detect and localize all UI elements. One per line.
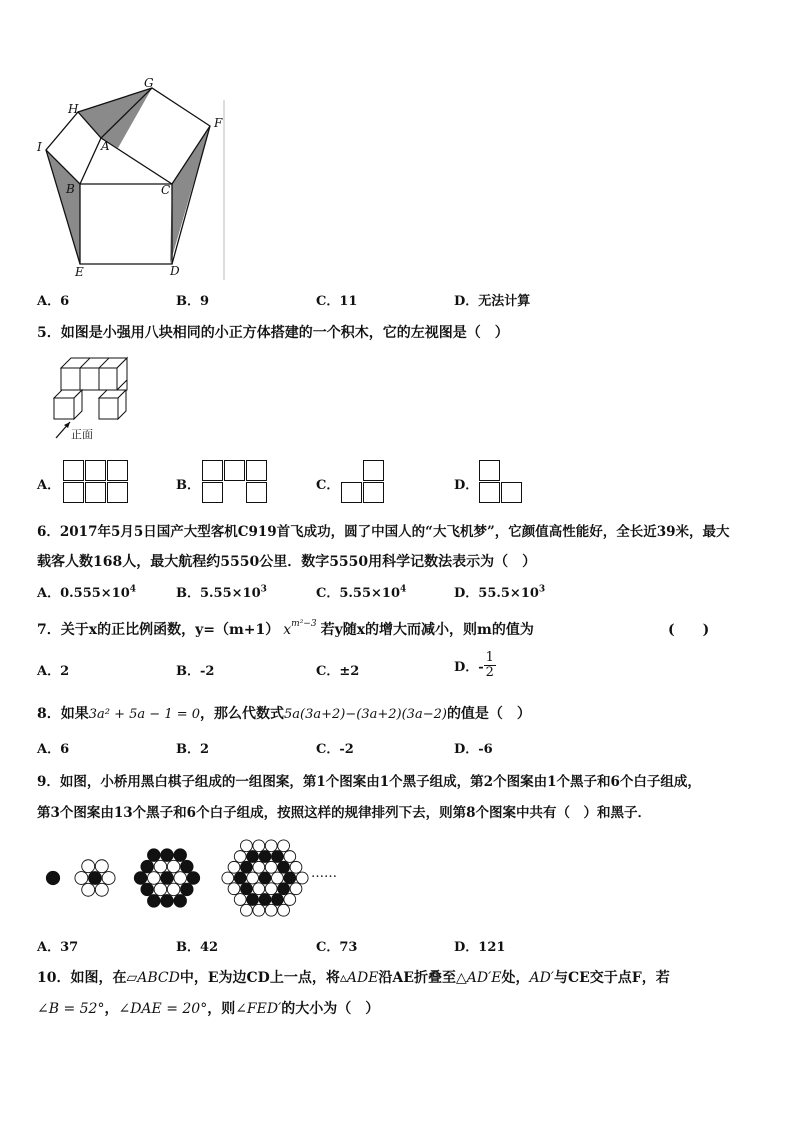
go-stone: [161, 895, 174, 908]
go-stone: [75, 872, 88, 885]
shaded-triangle-top: [78, 88, 152, 148]
go-stone: [234, 851, 246, 863]
go-stone: [95, 883, 108, 896]
q8-option-a[interactable]: A．6: [37, 742, 70, 757]
label-i: I: [37, 140, 42, 154]
label-e: E: [75, 265, 84, 279]
go-stone: [284, 872, 296, 884]
q5-option-a[interactable]: A．: [37, 478, 61, 493]
go-stone: [234, 872, 246, 884]
go-stone: [241, 904, 253, 916]
q5-option-d-view: [479, 460, 523, 504]
go-stone: [265, 904, 277, 916]
go-stone: [278, 861, 290, 873]
q4-option-a[interactable]: A．6: [37, 294, 70, 309]
q5-option-d[interactable]: D．: [454, 478, 479, 493]
q7-stem: 7．关于x的正比例函数，y=（m+1） $x^{m^2-3}$ 若y随x的增大而减小，则m的值为: [37, 619, 534, 638]
go-stone: [167, 860, 180, 873]
go-stone: [284, 894, 296, 906]
go-stone: [253, 883, 265, 895]
q10-stem-line1: 10．如图，在▱ABCD中，E为边CD上一点，将▵ADE沿AE折叠至△AD′E处，AD′与CE交于点F，若: [37, 970, 670, 986]
q6-option-c[interactable]: C．$5.55\times 10^4$: [316, 584, 407, 601]
q9-option-c[interactable]: C．73: [316, 940, 358, 955]
go-stone: [247, 894, 259, 906]
go-stone: [174, 872, 187, 885]
q9-option-a[interactable]: A．37: [37, 940, 79, 955]
q4-option-b[interactable]: B．9: [176, 294, 210, 309]
label-g: G: [144, 76, 154, 90]
go-stone: [265, 883, 277, 895]
go-stone: [141, 883, 154, 896]
go-stone: [134, 872, 147, 885]
go-stone: [241, 883, 253, 895]
go-stone: [181, 883, 194, 896]
q8-option-c[interactable]: C．-2: [316, 742, 354, 757]
q5-option-a-view: [63, 460, 129, 504]
label-c: C: [161, 183, 171, 197]
q9-ellipsis: ……: [311, 866, 337, 881]
q4-option-c[interactable]: C．11: [316, 294, 358, 309]
square-bcde: [80, 184, 172, 264]
go-stone: [290, 861, 302, 873]
go-stone: [174, 849, 187, 862]
q8-stem: 8．如果3a² + 5a − 1 = 0，那么代数式5a(3a+2)−(3a+2)(3a−2)的值是（ ）: [37, 706, 531, 722]
q6-option-b[interactable]: B．$5.55\times 10^3$: [176, 584, 267, 601]
go-stone: [102, 872, 115, 885]
go-stone: [95, 860, 108, 873]
q7-option-c[interactable]: C．±2: [316, 664, 360, 679]
q7-answer-bracket: ( ): [668, 622, 710, 638]
go-stone: [148, 849, 161, 862]
go-stone: [82, 883, 95, 896]
go-stone: [181, 860, 194, 873]
q7-option-d[interactable]: D．- $\frac{1}{2}$: [454, 650, 494, 680]
q6-stem-line1: 6．2017年5月5日国产大型客机C919首飞成功，圆了中国人的“大飞机梦”，它颜值高性能好，全长近39米，最大: [37, 524, 730, 540]
q8-option-d[interactable]: D．-6: [454, 742, 493, 757]
go-stone: [46, 871, 59, 884]
go-stone: [187, 872, 200, 885]
go-stone: [241, 861, 253, 873]
go-stone: [222, 872, 234, 884]
label-a: A: [101, 139, 110, 153]
go-stone: [82, 860, 95, 873]
q8-option-b[interactable]: B．2: [176, 742, 210, 757]
go-stone: [278, 840, 290, 852]
go-stone: [253, 861, 265, 873]
label-h: H: [68, 102, 79, 116]
go-stone: [89, 872, 102, 885]
q7-option-b[interactable]: B．-2: [176, 664, 215, 679]
q7-option-a[interactable]: A．2: [37, 664, 70, 679]
q6-option-a[interactable]: A．$0.555\times 10^4$: [37, 584, 137, 601]
go-stone: [148, 895, 161, 908]
q5-option-b[interactable]: B．: [176, 478, 200, 493]
go-stone: [247, 872, 259, 884]
go-stone: [253, 840, 265, 852]
q5-option-c-view: [341, 460, 385, 504]
label-f: F: [214, 116, 223, 130]
go-stone: [272, 872, 284, 884]
go-stone: [272, 851, 284, 863]
q6-option-d[interactable]: D．$55.5\times 10^3$: [454, 584, 546, 601]
go-stone: [148, 872, 161, 885]
go-stone: [247, 851, 259, 863]
go-stone: [265, 861, 277, 873]
go-stone: [161, 872, 174, 885]
label-d: D: [170, 264, 180, 278]
q5-stem: 5．如图是小强用八块相同的小正方体搭建的一个积木，它的左视图是（ ）: [37, 325, 509, 341]
q6-stem-line2: 载客人数168人，最大航程约5550公里．数字5550用科学记数法表示为（ ）: [37, 554, 537, 570]
q5-option-b-view: [202, 460, 268, 504]
go-stone: [259, 872, 271, 884]
go-stone: [228, 883, 240, 895]
go-stone: [154, 883, 167, 896]
go-stone: [278, 904, 290, 916]
go-stone: [228, 861, 240, 873]
q5-option-c[interactable]: C．: [316, 478, 340, 493]
q9-stem-line1: 9．如图，小桥用黑白棋子组成的一组图案，第1个图案由1个黑子组成，第2个图案由1个黑子和6个白子组成，: [37, 774, 701, 790]
go-stone: [290, 883, 302, 895]
q9-stem-line2: 第3个图案由13个黑子和6个白子组成，按照这样的规律排列下去，则第8个图案中共有（ ）和黑子．: [37, 805, 651, 821]
go-stone: [265, 840, 277, 852]
go-stone: [234, 894, 246, 906]
go-stone: [272, 894, 284, 906]
go-stone: [174, 895, 187, 908]
q9-option-d[interactable]: D．121: [454, 940, 506, 955]
label-b: B: [66, 182, 75, 196]
front-view-label: 正面: [71, 428, 93, 441]
go-stone: [259, 851, 271, 863]
q9-pattern-figure: [40, 828, 340, 920]
go-stone: [167, 883, 180, 896]
q4-figure: [30, 72, 230, 282]
go-stone: [241, 840, 253, 852]
go-stone: [141, 860, 154, 873]
go-stone: [296, 872, 308, 884]
go-stone: [259, 894, 271, 906]
go-stone: [278, 883, 290, 895]
go-stone: [154, 860, 167, 873]
q4-option-d[interactable]: D．无法计算: [454, 294, 531, 309]
q10-stem-line2: ∠B = 52°，∠DAE = 20°，则∠FED′的大小为（ ）: [37, 1001, 380, 1017]
go-stone: [284, 851, 296, 863]
go-stone: [161, 849, 174, 862]
go-stone: [253, 904, 265, 916]
q9-option-b[interactable]: B．42: [176, 940, 219, 955]
